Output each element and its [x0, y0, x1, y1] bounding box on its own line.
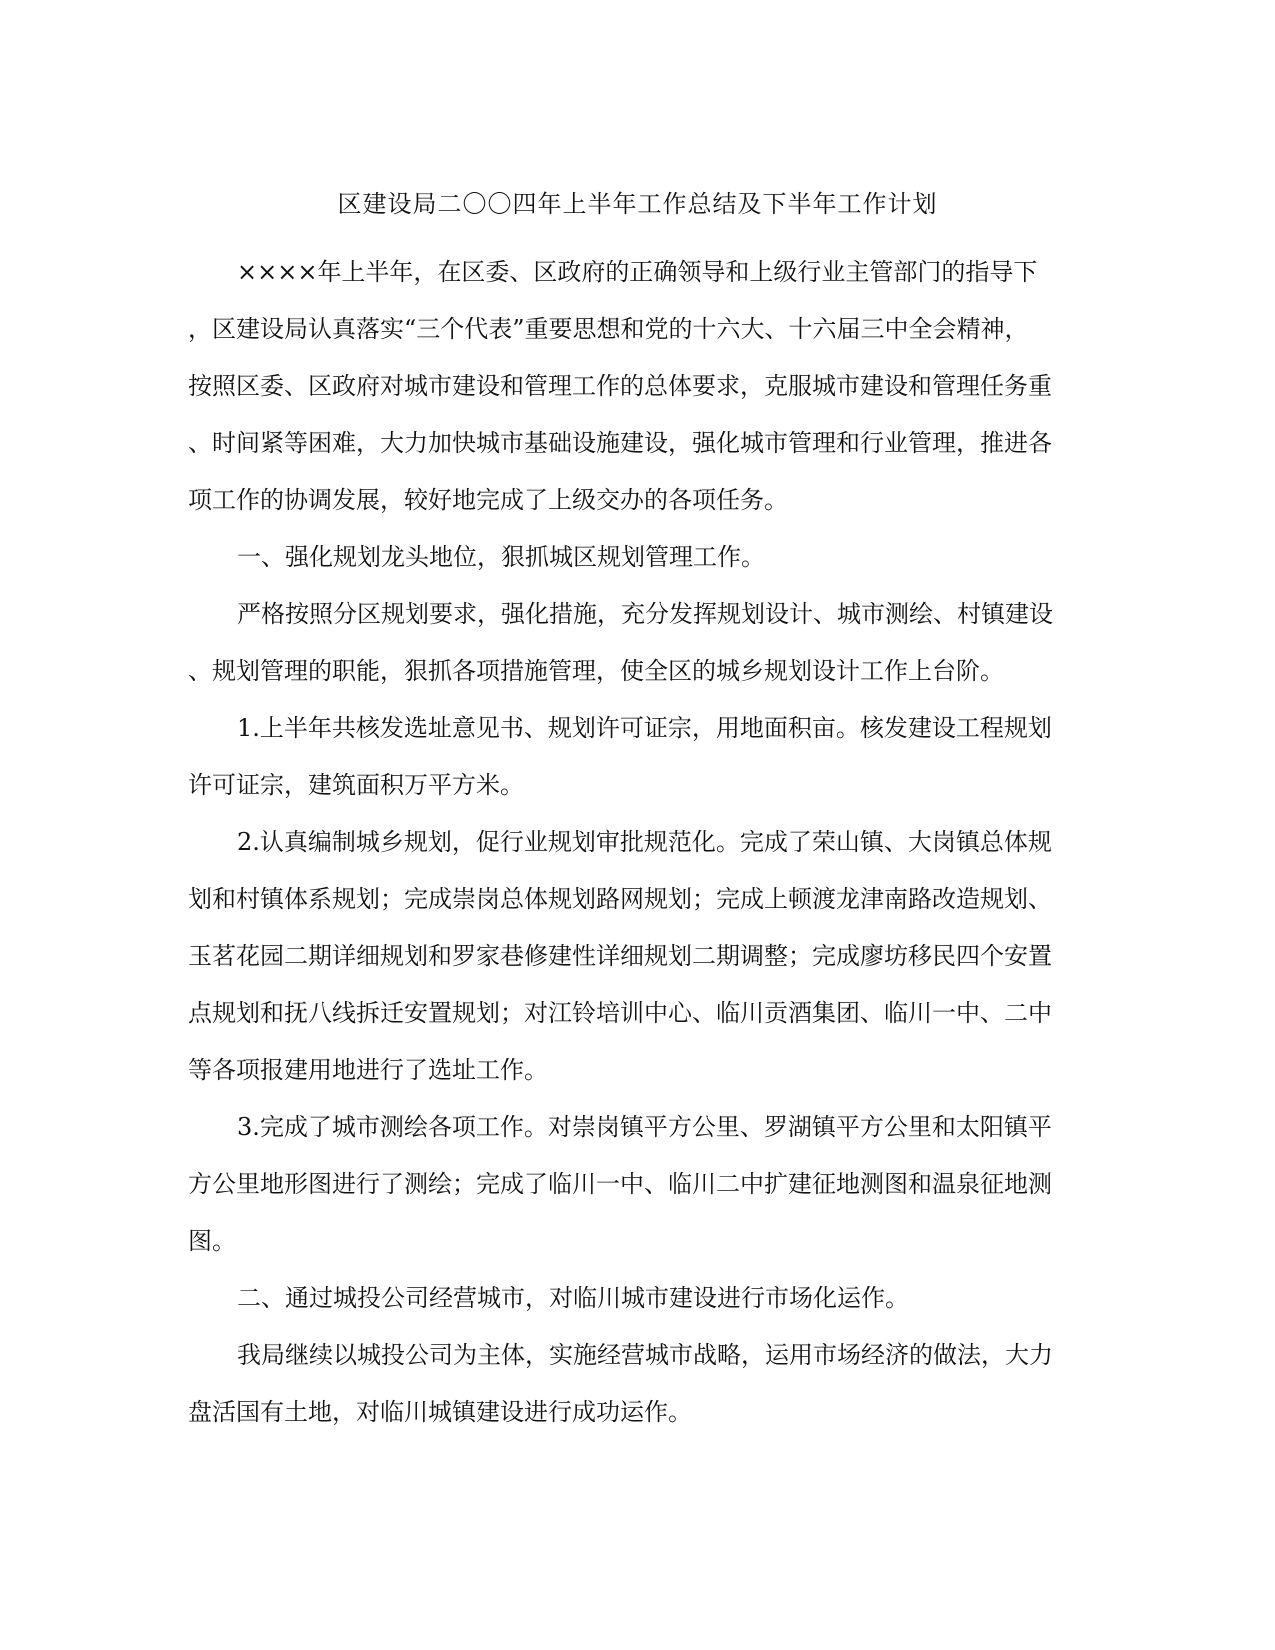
item-2-line-1: 2.认真编制城乡规划，促行业规划审批规范化。完成了荣山镇、大岗镇总体规	[237, 828, 1052, 856]
item-1-line-1: 1.上半年共核发选址意见书、规划许可证宗，用地面积亩。核发建设工程规划	[237, 714, 1052, 742]
paragraph-3-line-1: 我局继续以城投公司为主体，实施经营城市战略，运用市场经济的做法，大力	[237, 1341, 1053, 1369]
item-2-line-3: 玉茗花园二期详细规划和罗家巷修建性详细规划二期调整；完成廖坊移民四个安置	[188, 942, 1052, 970]
item-3-line-2: 方公里地形图进行了测绘；完成了临川一中、临川二中扩建征地测图和温泉征地测	[188, 1170, 1052, 1198]
paragraph-3-line-2: 盘活国有土地，对临川城镇建设进行成功运作。	[188, 1398, 692, 1426]
item-2-line-2: 划和村镇体系规划；完成崇岗总体规划路网规划；完成上顿渡龙津南路改造规划、	[188, 885, 1052, 913]
item-2-line-4: 点规划和抚八线拆迁安置规划；对江铃培训中心、临川贡酒集团、临川一中、二中	[188, 999, 1052, 1027]
item-3-line-1: 3.完成了城市测绘各项工作。对崇岗镇平方公里、罗湖镇平方公里和太阳镇平	[237, 1113, 1052, 1141]
paragraph-2-line-2: 、规划管理的职能，狠抓各项措施管理，使全区的城乡规划设计工作上台阶。	[188, 657, 1004, 685]
section-1-heading: 一、强化规划龙头地位，狠抓城区规划管理工作。	[237, 543, 765, 571]
item-1-line-2: 许可证宗，建筑面积万平方米。	[188, 771, 524, 799]
document-title: 区建设局二〇〇四年上半年工作总结及下半年工作计划	[337, 190, 938, 218]
paragraph-1-line-2: ，区建设局认真落实“三个代表”重要思想和党的十六大、十六届三中全会精神，	[188, 315, 1029, 343]
paragraph-1-line-4: 、时间紧等困难，大力加快城市基础设施建设，强化城市管理和行业管理，推进各	[188, 429, 1052, 457]
paragraph-1-line-1: ××××年上半年，在区委、区政府的正确领导和上级行业主管部门的指导下	[237, 258, 1038, 286]
paragraph-1-line-3: 按照区委、区政府对城市建设和管理工作的总体要求，克服城市建设和管理任务重	[188, 372, 1052, 400]
section-2-heading: 二、通过城投公司经营城市，对临川城市建设进行市场化运作。	[237, 1284, 909, 1312]
item-2-line-5: 等各项报建用地进行了选址工作。	[188, 1056, 548, 1084]
paragraph-1-line-5: 项工作的协调发展，较好地完成了上级交办的各项任务。	[188, 486, 788, 514]
item-3-line-3: 图。	[188, 1227, 236, 1255]
paragraph-2-line-1: 严格按照分区规划要求，强化措施，充分发挥规划设计、城市测绘、村镇建设	[237, 600, 1053, 628]
